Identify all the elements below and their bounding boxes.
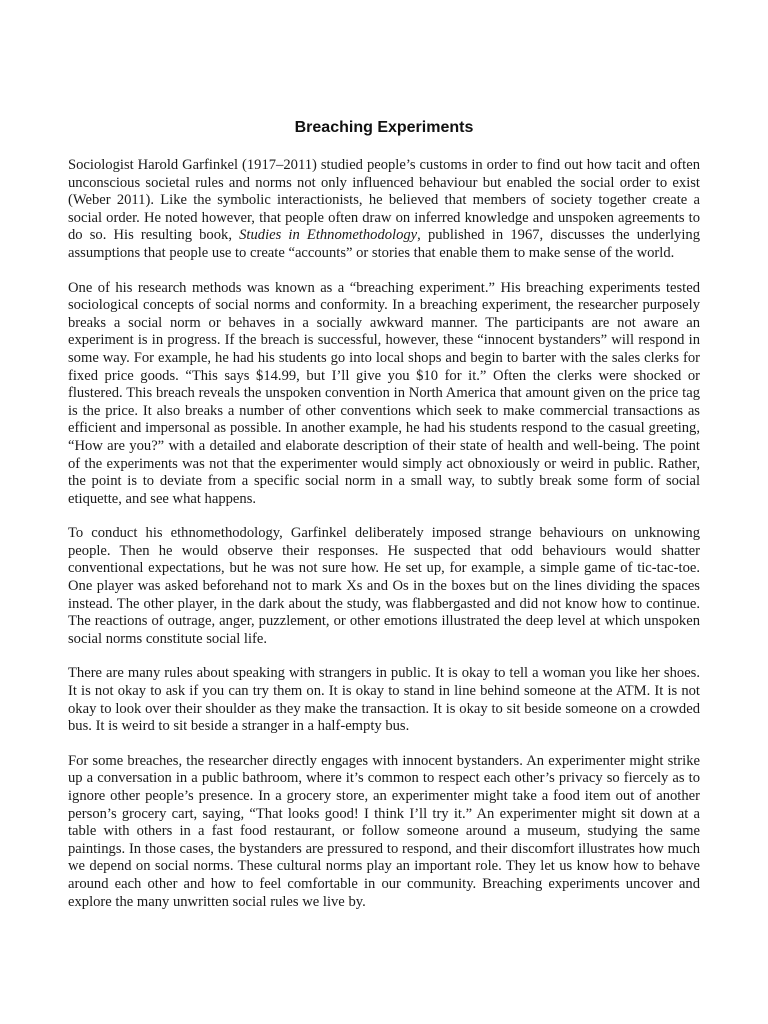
document-title: Breaching Experiments: [294, 119, 474, 136]
paragraph-breaching-method: One of his research methods was known as a “breaching experiment.” His breaching experiments tested sociological concepts of social norms and conformity. In a breaching experiment, the researcher purposely breaks a social norm or behaves in a socially awkward manner. The participants are not aware an experiment is in progress. If the breach is successful, however, these “innocent bystanders” will respond in some way. For example, he had his students go into local shops and begin to barter with the sales clerks for fixed price goods. “This says $14.99, but I’ll give you $10 for it.” Often the clerks were shocked or flustered. This breach reveals the unspoken convention in North America that amount given on the price tag is the price. It also breaks a number of other conventions which seek to make commercial transactions as efficient and impersonal as possible. In another example, he had his students respond to the casual greeting, “How are you?” with a detailed and elaborate description of their state of health and well-being. The point of the experiments was not that the experimenter would simply act obnoxiously or weird in public. Rather, the point is to deviate from a specific social norm in a small way, to subtly break some form of social etiquette, and see what happens.: [68, 279, 700, 507]
paragraph-bystanders: For some breaches, the researcher directly engages with innocent bystanders. An experimenter might strike up a conversation in a public bathroom, where it’s common to respect each other’s privacy so fiercely as to ignore other people’s presence. In a grocery store, an experimenter might take a food item out of another person’s grocery cart, saying, “That looks good! I think I’ll try it.” An experimenter might sit down at a table with others in a fast food restaurant, or follow someone around a museum, studying the same paintings. In those cases, the bystanders are pressured to respond, and their discomfort illustrates how much we depend on social norms. These cultural norms play an important role. They let us know how to behave around each other and how to feel comfortable in our community. Breaching experiments uncover and explore the many unwritten social rules we live by.: [68, 752, 700, 910]
document-page: [68, 118, 700, 928]
paragraph-text: Sociologist Harold Garfinkel (1917–2011) studied people’s customs in order to find out how tacit and often unconscious societal rules and norms not only influenced behaviour but enabled the social order to exist (Weber 2011). Like the symbolic interactionists, he believed that members of society together create a social order. He noted however, that people often draw on inferred knowledge and unspoken agreements to do so. His resulting book,: [68, 157, 700, 244]
paragraph-strangers-rules: There are many rules about speaking with strangers in public. It is okay to tell a woman you like her shoes. It is not okay to ask if you can try them on. It is okay to stand in line behind someone at the ATM. It is not okay to look over their shoulder as they make the transaction. It is okay to sit beside someone on a crowded bus. It is weird to sit beside a stranger in a half-empty bus.: [68, 665, 700, 735]
book-title-italic: Studies in Ethnomethodology: [239, 227, 418, 244]
paragraph-text: , published in 1967, discusses the underlying assumptions that people use to create “accounts” or stories that enable them to make sense of the world.: [68, 227, 700, 261]
paragraph-garfinkel-intro: [68, 157, 700, 263]
paragraph-ethnomethodology: To conduct his ethnomethodology, Garfinkel deliberately imposed strange behaviours on unknowing people. Then he would observe their responses. He suspected that odd behaviours would shatter conventional expectations, but he was not sure how. He set up, for example, a simple game of tic-tac-toe. One player was asked beforehand not to mark Xs and Os in the boxes but on the lines dividing the spaces instead. The other player, in the dark about the study, was flabbergasted and did not know how to continue. The reactions of outrage, anger, puzzlement, or other emotions illustrated the deep level at which unspoken social norms constitute social life.: [68, 525, 700, 647]
